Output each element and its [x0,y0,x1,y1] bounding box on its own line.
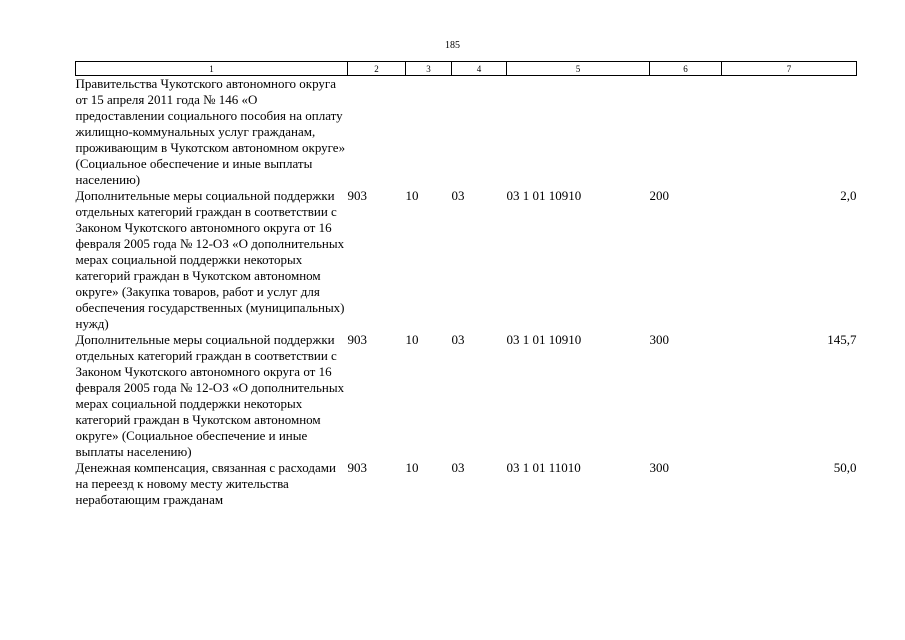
row-target-article [507,76,650,189]
header-col-2: 2 [348,62,406,76]
row-amount [722,76,857,189]
row-amount: 2,0 [840,188,857,203]
page-number: 185 [445,40,460,51]
row-target-article: 03 1 01 10910 [506,332,582,347]
row-expense-type [650,76,722,189]
table-body [76,76,857,509]
row-amount: 145,7 [827,332,857,347]
header-col-7: 7 [722,62,857,76]
table-header [76,62,857,76]
row-section: 10 [405,332,419,347]
row-name: Правительства Чукотского автономного округа от 15 апреля 2011 года № 146 «О предоставлении социального пособия на оплату жилищно-коммунальных услуг гражданам, проживающим в Чукотском автономном округе» (Социальное обеспечение и иные выплаты населению) [75,76,346,187]
budget-table [75,61,857,508]
row-section [406,76,452,189]
row-name: Денежная компенсация, связанная с расходами на переезд к новому месту жительства неработающим гражданам [75,460,336,507]
header-col-6: 6 [650,62,722,76]
row-admin-code: 903 [347,460,367,475]
row-admin-code [348,76,406,189]
header-col-3: 3 [406,62,452,76]
row-subsection: 03 [451,332,465,347]
table-row [76,460,857,508]
row-subsection: 03 [451,188,465,203]
row-target-article: 03 1 01 11010 [506,460,581,475]
row-name: Дополнительные меры социальной поддержки отдельных категорий граждан в соответствии с Законом Чукотского автономного округа от 16 февраля 2005 года № 12-ОЗ «О дополнительных мерах социальной поддержки некоторых категорий граждан в Чукотском автономном округе» (Закупка товаров, работ и услуг для обеспечения государственных (муниципальных) нужд) [75,188,345,331]
table-row [76,332,857,460]
row-amount: 50,0 [833,460,857,475]
row-section: 10 [405,460,419,475]
row-target-article: 03 1 01 10910 [506,188,582,203]
header-col-5: 5 [507,62,650,76]
table-row [76,76,857,189]
header-col-4: 4 [452,62,507,76]
row-expense-type: 300 [649,332,669,347]
header-row [76,62,857,76]
row-expense-type: 300 [649,460,669,475]
row-admin-code: 903 [347,332,367,347]
row-subsection [452,76,507,189]
row-section: 10 [405,188,419,203]
table-row [76,188,857,332]
row-expense-type: 200 [649,188,669,203]
row-admin-code: 903 [347,188,367,203]
row-subsection: 03 [451,460,465,475]
header-col-1: 1 [76,62,348,76]
row-name: Дополнительные меры социальной поддержки отдельных категорий граждан в соответствии с Законом Чукотского автономного округа от 16 февраля 2005 года № 12-ОЗ «О дополнительных мерах социальной поддержки некоторых категорий граждан в Чукотском автономном округе» (Социальное обеспечение и иные выплаты населению) [75,332,345,459]
